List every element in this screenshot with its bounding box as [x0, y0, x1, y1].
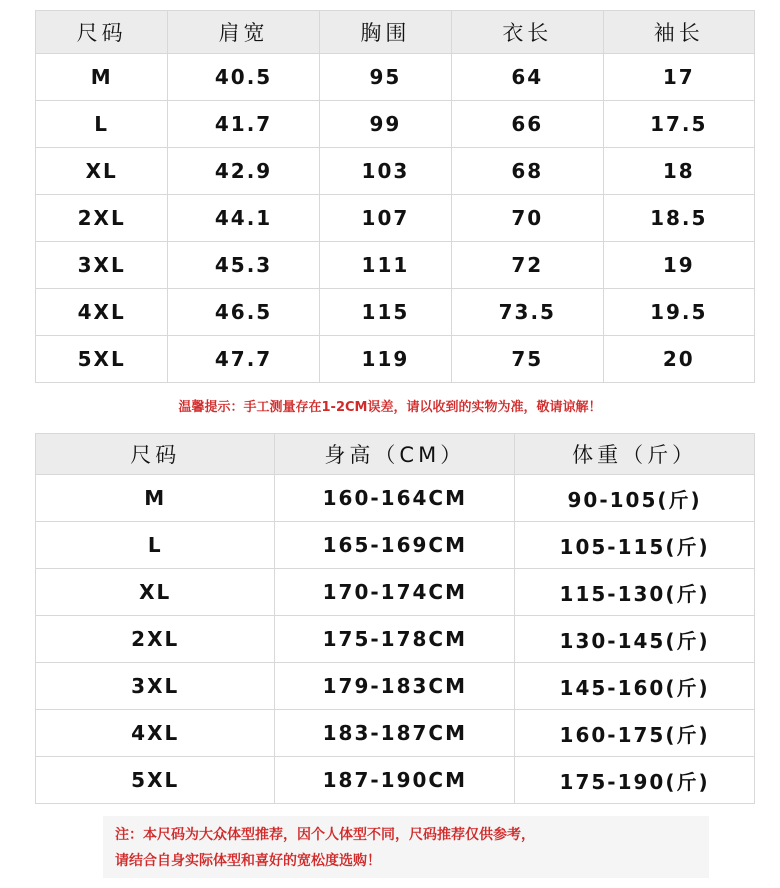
size-cell: 2XL [36, 195, 168, 242]
table-row [36, 569, 755, 616]
height-cell: 170-174CM [275, 569, 515, 616]
header-cell: 体重（斤） [515, 434, 755, 475]
height-cell: 175-178CM [275, 616, 515, 663]
table-row [36, 663, 755, 710]
table-row [36, 54, 755, 101]
chest-cell: 99 [319, 101, 451, 148]
header-cell: 衣长 [452, 11, 603, 54]
chest-cell: 119 [319, 336, 451, 383]
table-row [36, 289, 755, 336]
shoulder-cell: 41.7 [168, 101, 319, 148]
size-cell: M [36, 54, 168, 101]
fit-chart-table [35, 433, 755, 804]
size-chart-table [35, 10, 755, 383]
header-cell: 尺码 [36, 434, 275, 475]
size-cell: L [36, 101, 168, 148]
size-cell: 4XL [36, 710, 275, 757]
weight-cell: 160-175(斤) [515, 710, 755, 757]
length-cell: 73.5 [452, 289, 603, 336]
note-line: 注：本尺码为大众体型推荐，因个人体型不同，尺码推荐仅供参考， [115, 827, 535, 843]
size-cell: XL [36, 148, 168, 195]
height-cell: 187-190CM [275, 757, 515, 804]
table-row [36, 710, 755, 757]
size-cell: 5XL [36, 336, 168, 383]
table-row [36, 616, 755, 663]
chest-cell: 107 [319, 195, 451, 242]
sleeve-cell: 20 [603, 336, 754, 383]
length-cell: 68 [452, 148, 603, 195]
height-cell: 165-169CM [275, 522, 515, 569]
height-cell: 179-183CM [275, 663, 515, 710]
chest-cell: 111 [319, 242, 451, 289]
sleeve-cell: 18.5 [603, 195, 754, 242]
measurement-note: 温馨提示：手工测量存在1-2CM误差，请以收到的实物为准，敬请谅解！ [178, 400, 602, 415]
weight-cell: 145-160(斤) [515, 663, 755, 710]
size-chart-header-row [36, 11, 755, 54]
table-row [36, 475, 755, 522]
length-cell: 75 [452, 336, 603, 383]
sleeve-cell: 17 [603, 54, 754, 101]
weight-cell: 175-190(斤) [515, 757, 755, 804]
header-cell: 袖长 [603, 11, 754, 54]
size-cell: 5XL [36, 757, 275, 804]
shoulder-cell: 42.9 [168, 148, 319, 195]
weight-cell: 115-130(斤) [515, 569, 755, 616]
table-row [36, 522, 755, 569]
header-cell: 身高（CM） [275, 434, 515, 475]
weight-cell: 130-145(斤) [515, 616, 755, 663]
size-cell: 3XL [36, 663, 275, 710]
shoulder-cell: 40.5 [168, 54, 319, 101]
length-cell: 72 [452, 242, 603, 289]
weight-cell: 105-115(斤) [515, 522, 755, 569]
table-row [36, 757, 755, 804]
height-cell: 183-187CM [275, 710, 515, 757]
sleeve-cell: 19.5 [603, 289, 754, 336]
size-cell: 2XL [36, 616, 275, 663]
shoulder-cell: 45.3 [168, 242, 319, 289]
chest-cell: 115 [319, 289, 451, 336]
fit-chart-header-row [36, 434, 755, 475]
sleeve-cell: 17.5 [603, 101, 754, 148]
length-cell: 70 [452, 195, 603, 242]
header-cell: 尺码 [36, 11, 168, 54]
sleeve-cell: 18 [603, 148, 754, 195]
height-cell: 160-164CM [275, 475, 515, 522]
size-recommendation-note [103, 816, 709, 878]
table-row [36, 148, 755, 195]
table-row [36, 242, 755, 289]
size-cell: XL [36, 569, 275, 616]
shoulder-cell: 46.5 [168, 289, 319, 336]
sleeve-cell: 19 [603, 242, 754, 289]
header-cell: 肩宽 [168, 11, 319, 54]
header-cell: 胸围 [319, 11, 451, 54]
length-cell: 66 [452, 101, 603, 148]
shoulder-cell: 44.1 [168, 195, 319, 242]
size-cell: 3XL [36, 242, 168, 289]
weight-cell: 90-105(斤) [515, 475, 755, 522]
table-row [36, 101, 755, 148]
chest-cell: 95 [319, 54, 451, 101]
table-row [36, 336, 755, 383]
size-cell: 4XL [36, 289, 168, 336]
chest-cell: 103 [319, 148, 451, 195]
size-cell: L [36, 522, 275, 569]
note-line: 请结合自身实际体型和喜好的宽松度选购！ [115, 853, 381, 869]
shoulder-cell: 47.7 [168, 336, 319, 383]
size-cell: M [36, 475, 275, 522]
table-row [36, 195, 755, 242]
length-cell: 64 [452, 54, 603, 101]
